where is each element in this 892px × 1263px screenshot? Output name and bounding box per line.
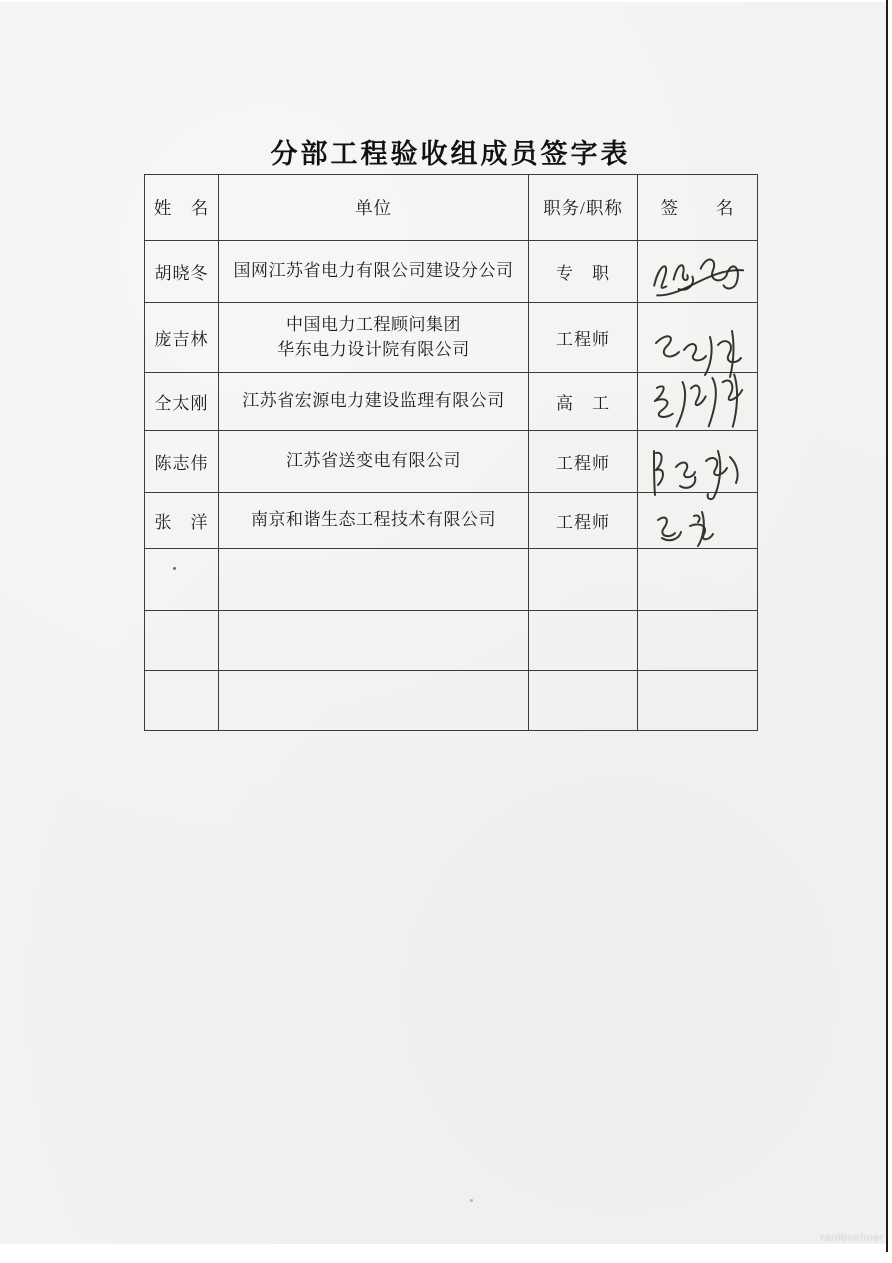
watermark-text: ranlbvehner [820,1232,884,1244]
name-cell: 张 洋 [145,493,219,549]
name-cell [145,549,219,611]
name-cell: 陈志伟 [145,431,219,493]
header-unit: 单位 [219,175,529,241]
title-cell: 专 职 [529,241,638,303]
unit-line: 江苏省送变电有限公司 [286,451,461,471]
table-row [145,671,758,731]
unit-cell [219,611,529,671]
unit-line: 中国电力工程顾问集团 [286,314,461,334]
unit-line: 江苏省宏源电力建设监理有限公司 [242,391,505,411]
signature-cell [638,373,758,431]
header-name: 姓 名 [145,175,219,241]
table-row [145,241,758,303]
signature-cell [638,493,758,549]
title-cell: 工程师 [529,431,638,493]
unit-line: 国网江苏省电力有限公司建设分公司 [233,261,514,281]
unit-cell [219,431,529,493]
signature-zhang-yang [638,493,769,550]
unit-cell [219,493,529,549]
signature-cell [638,671,758,731]
signature-cell [638,241,758,303]
table-row [145,303,758,373]
signature-cell [638,611,758,671]
header-title: 职务/职称 [529,175,638,241]
table-row [145,373,758,431]
signature-cell [638,303,758,373]
table-header-row [145,175,758,241]
name-cell [145,671,219,731]
unit-cell [219,241,529,303]
header-signature: 签 名 [638,175,758,241]
signature-tong-taigang [638,373,757,430]
name-cell [145,611,219,671]
signature-hu-xiaodong [638,241,757,302]
signature-chen-zhiwei [638,431,757,502]
scan-speck [470,1199,473,1202]
unit-line: 南京和谐生态工程技术有限公司 [251,510,496,530]
title-cell [529,611,638,671]
scan-speck [173,567,176,570]
unit-cell [219,303,529,373]
unit-cell [219,671,529,731]
table-row [145,549,758,611]
table-row [145,611,758,671]
scan-edge-line [886,0,888,1252]
name-cell: 仝太刚 [145,373,219,431]
unit-cell [219,373,529,431]
signature-cell [638,431,758,493]
title-cell [529,549,638,611]
title-cell: 高 工 [529,373,638,431]
table-row [145,493,758,549]
title-cell: 工程师 [529,303,638,373]
title-cell: 工程师 [529,493,638,549]
signature-table [144,174,758,731]
table-row [145,431,758,493]
title-cell [529,671,638,731]
document-title: 分部工程验收组成员签字表 [270,139,631,169]
name-cell: 胡晓冬 [145,241,219,303]
unit-line: 华东电力设计院有限公司 [277,339,470,359]
name-cell: 庞吉林 [145,303,219,373]
unit-cell [219,549,529,611]
signature-cell [638,549,758,611]
